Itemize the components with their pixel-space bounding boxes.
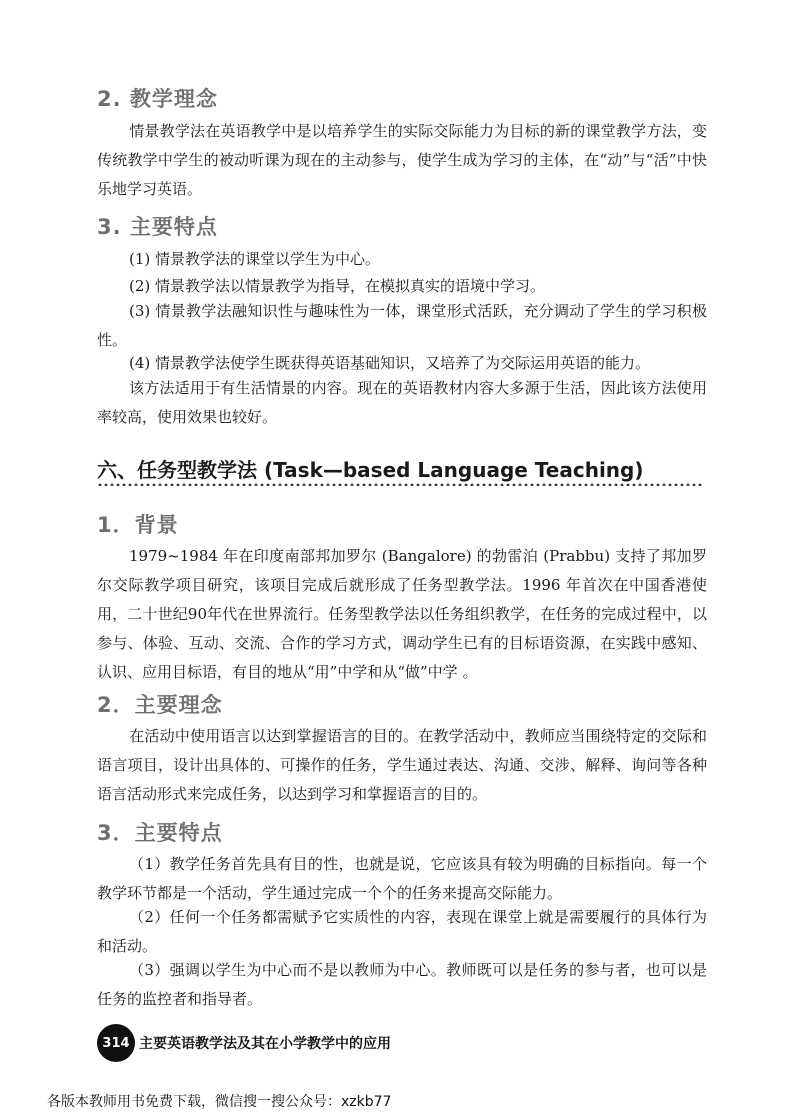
section-heading-main-idea: 2．主要理念 xyxy=(97,693,223,717)
teaching-concept-paragraph: 情景教学法在英语教学中是以培养学生的实际交际能力为目标的新的课堂教学方法，变传统教学中学生的被动听课为现在的主动参与，使学生成为学习的主体，在“动”与“活”中快乐地学习英语。 xyxy=(97,122,707,198)
section-heading-background: 1．背景 xyxy=(97,513,179,537)
feature-closing-paragraph: 该方法适用于有生活情景的内容。现在的英语教材内容大多源于生活，因此该方法使用率较高，使用效果也较好。 xyxy=(97,379,707,426)
background-paragraph: 1979~1984 年在印度南部邦加罗尔 (Bangalore) 的勃雷泊 (Prabbu) 支持了邦加罗尔交际教学项目研究，该项目完成后就形成了任务型教学法。1996 年首次在中国香港使用，二十世纪90年代在世界流行。任务型教学法以任务组织教学，在任务的完成过程中，以参与、体验、互动、交流、合作的学习方式，调动学生已有的目标语资源，在实践中感知、认识、应用目标语，有目的地从“用”中学和从“做”中学 。 xyxy=(97,547,707,681)
main-idea-paragraph: 在活动中使用语言以达到掌握语言的目的。在教学活动中，教师应当围绕特定的交际和语言项目，设计出具体的、可操作的任务，学生通过表达、沟通、交涉、解释、询问等各种语言活动形式来完成任务，以达到学习和掌握语言的目的。 xyxy=(97,727,707,803)
feature-item-4: (4) 情景教学法使学生既获得英语基础知识，又培养了为交际运用英语的能力。 xyxy=(129,354,651,372)
section-heading-tbl-features: 3．主要特点 xyxy=(97,821,223,845)
feature-item-1: (1) 情景教学法的课堂以学生为中心。 xyxy=(129,250,381,268)
download-note: 各版本教师用书免费下载，微信搜一搜公众号：xzkb77 xyxy=(47,1094,392,1110)
tbl-feature-item-3: （3）强调以学生为中心而不是以教师为中心。教师既可以是任务的参与者，也可以是任务的监控者和指导者。 xyxy=(97,961,707,1008)
footer-book-title: 主要英语教学法及其在小学教学中的应用 xyxy=(139,1036,391,1052)
tbl-feature-item-2: （2）任何一个任务都需赋予它实质性的内容，表现在课堂上就是需要履行的具体行为和活动。 xyxy=(97,908,707,955)
section-heading-main-features: 3. 主要特点 xyxy=(97,215,218,239)
tbl-feature-item-1: （1）教学任务首先具有目的性，也就是说，它应该具有较为明确的目标指向。每一个教学环节都是一个活动，学生通过完成一个个的任务来提高交际能力。 xyxy=(97,855,707,902)
section-heading-teaching-concept: 2. 教学理念 xyxy=(97,87,218,111)
feature-item-3: (3) 情景教学法融知识性与趣味性为一体，课堂形式活跃，充分调动了学生的学习积极性。 xyxy=(97,302,707,349)
title-dotted-underline xyxy=(97,483,704,486)
feature-item-2: (2) 情景教学法以情景教学为指导，在模拟真实的语境中学习。 xyxy=(129,277,546,295)
page-footer xyxy=(97,1024,391,1062)
page-number-badge: 314 xyxy=(97,1024,135,1062)
chapter-title-task-based: 六、任务型教学法 (Task—based Language Teaching) xyxy=(97,458,644,482)
